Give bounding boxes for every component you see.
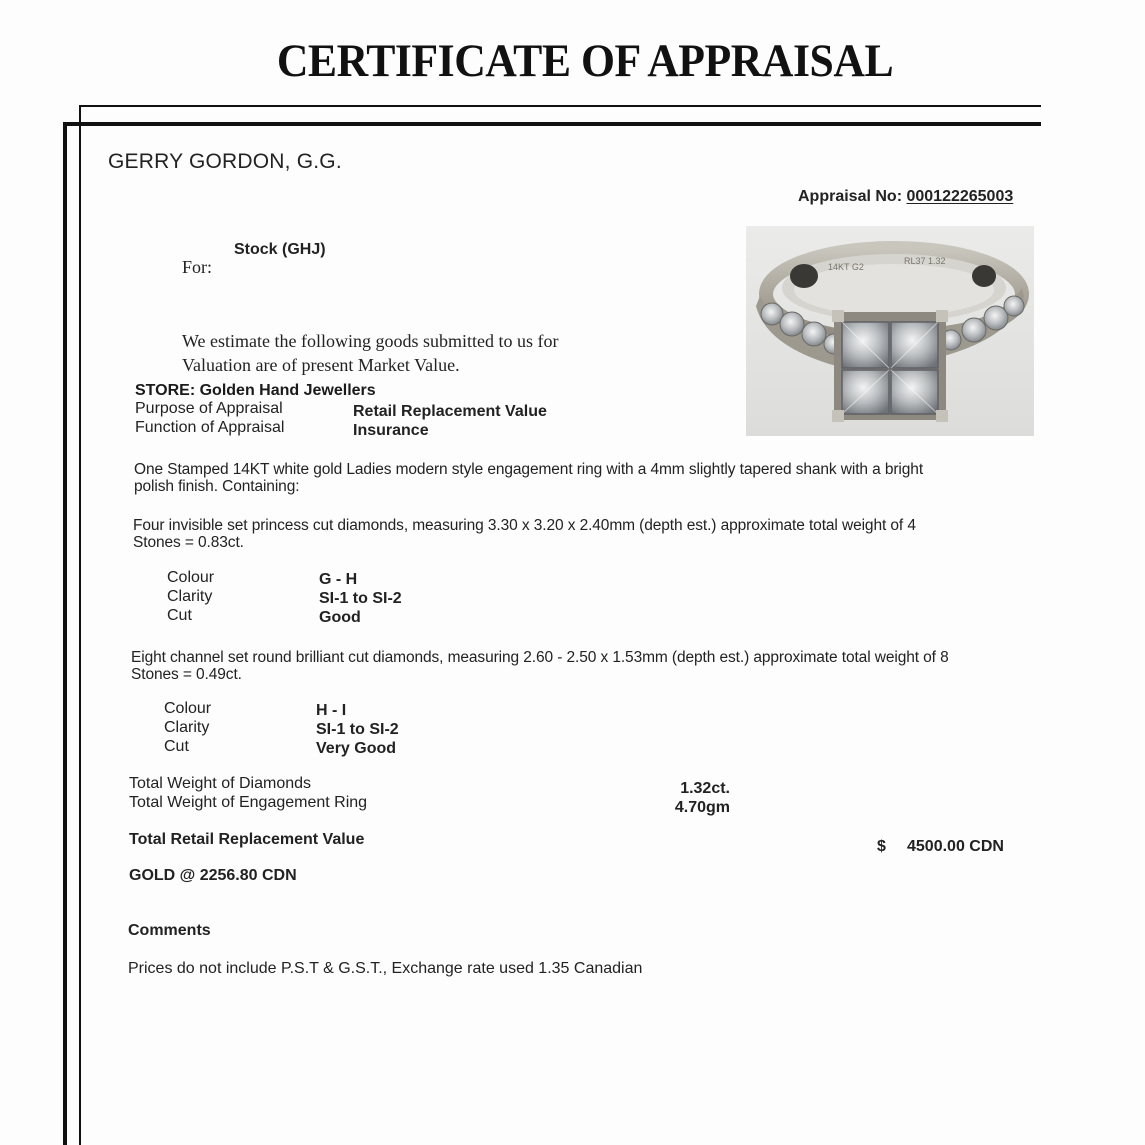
- cut-value: Good: [319, 609, 361, 626]
- function-value: Insurance: [353, 422, 429, 439]
- comments-heading: Comments: [128, 922, 211, 939]
- purpose-value: Retail Replacement Value: [353, 403, 547, 420]
- clarity-value: SI-1 to SI-2: [319, 590, 402, 607]
- border-left-outer: [63, 122, 67, 1145]
- stone-group-1-grade-labels: [167, 568, 214, 625]
- total-weight-values: [668, 779, 730, 817]
- border-left-inner: [79, 105, 81, 1145]
- ring-photo: [746, 226, 1034, 436]
- appraisal-number-value: 000122265003: [906, 188, 1014, 205]
- total-weight-diamonds-value: 1.32ct.: [680, 780, 730, 797]
- clarity-value: SI-1 to SI-2: [316, 721, 399, 738]
- total-retail-value-amount: 4500.00 CDN: [907, 838, 1004, 855]
- estimate-statement: We estimate the following goods submitted to us for Valuation are of present Market Value.: [182, 331, 559, 375]
- ring-image-icon: [746, 226, 1034, 436]
- stone-group-1-description: Four invisible set princess cut diamonds, measuring 3.30 x 3.20 x 2.40mm (depth est.) approximate total weight of 4 Stones = 0.83ct.: [133, 517, 916, 551]
- cut-label: Cut: [164, 738, 189, 755]
- purpose-label: Purpose of Appraisal: [135, 400, 283, 417]
- currency-symbol: $: [877, 838, 886, 855]
- total-retail-value-label: Total Retail Replacement Value: [129, 831, 365, 848]
- border-top-inner: [63, 122, 1041, 126]
- colour-value: H - I: [316, 702, 347, 719]
- stone-group-2-description: Eight channel set round brilliant cut diamonds, measuring 2.60 - 2.50 x 1.53mm (depth est.) approximate total weight of 8 Stones = 0.49ct.: [131, 649, 949, 683]
- cut-value: Very Good: [316, 740, 397, 757]
- border-top-outer: [80, 105, 1041, 107]
- store-line: STORE: Golden Hand Jewellers: [135, 382, 376, 399]
- for-value: Stock (GHJ): [234, 241, 326, 258]
- clarity-label: Clarity: [167, 588, 213, 605]
- stone-group-2-grade-values: [316, 701, 399, 758]
- svg-text:RL37 1.32: RL37 1.32: [904, 256, 946, 266]
- comments-text: Prices do not include P.S.T & G.S.T., Exchange rate used 1.35 Canadian: [128, 960, 643, 977]
- appraiser-name: GERRY GORDON, G.G.: [108, 150, 342, 173]
- total-weight-ring-value: 4.70gm: [674, 799, 730, 816]
- stone-group-1-grade-values: [319, 570, 402, 627]
- document-title: CERTIFICATE OF APPRAISAL: [276, 35, 894, 87]
- total-weight-ring-label: Total Weight of Engagement Ring: [129, 794, 368, 811]
- appraisal-number: [798, 188, 1013, 206]
- appraisal-number-label: Appraisal No:: [798, 188, 903, 205]
- total-weight-labels: [129, 774, 367, 812]
- cut-label: Cut: [167, 607, 192, 624]
- total-weight-diamonds-label: Total Weight of Diamonds: [129, 775, 312, 792]
- item-description: One Stamped 14KT white gold Ladies modern style engagement ring with a 4mm slightly tapered shank with a bright polish finish. Containing:: [134, 461, 924, 495]
- stone-group-2-grade-labels: [164, 699, 211, 756]
- svg-text:14KT G2: 14KT G2: [828, 262, 864, 272]
- clarity-label: Clarity: [164, 719, 210, 736]
- colour-value: G - H: [319, 571, 358, 588]
- colour-label: Colour: [167, 569, 215, 586]
- for-label: For:: [182, 257, 213, 277]
- gold-price: GOLD @ 2256.80 CDN: [129, 867, 297, 884]
- function-label: Function of Appraisal: [135, 419, 285, 436]
- colour-label: Colour: [164, 700, 212, 717]
